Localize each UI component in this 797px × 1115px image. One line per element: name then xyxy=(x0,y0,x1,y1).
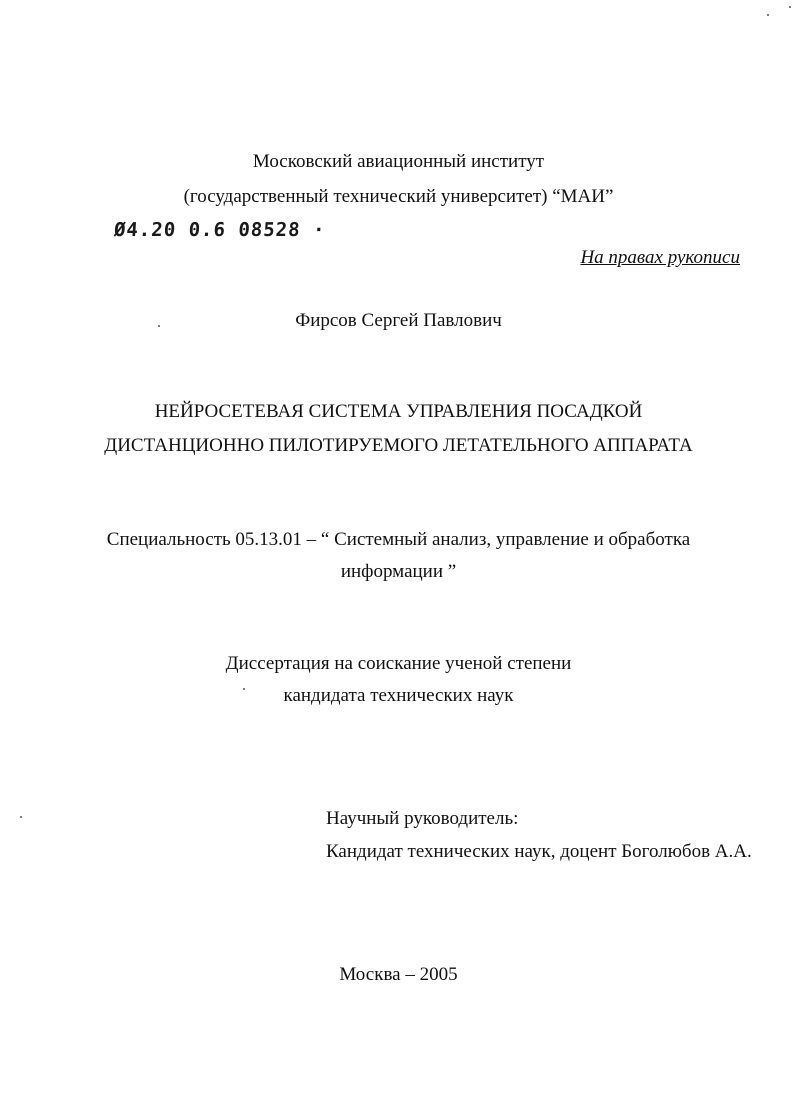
scan-speck xyxy=(789,6,791,8)
thesis-title-line2: ДИСТАНЦИОННО ПИЛОТИРУЕМОГО ЛЕТАТЕЛЬНОГО АППАРАТА xyxy=(104,435,693,456)
institution-subtitle: (государственный технический университет) “МАИ” xyxy=(183,186,614,207)
registration-stamp: Ø4.20 0.6 08528 · xyxy=(113,219,327,241)
scan-speck xyxy=(767,14,769,16)
supervisor-label: Научный руководитель: xyxy=(326,808,519,829)
degree-line2: кандидата технических наук xyxy=(283,685,514,706)
manuscript-note: На правах рукописи xyxy=(580,247,740,268)
place-year: Москва – 2005 xyxy=(339,964,458,985)
specialty-line1: Специальность 05.13.01 – “ Системный анализ, управление и обработка xyxy=(106,529,691,550)
institution-name: Московский авиационный институт xyxy=(252,151,545,172)
thesis-title-line1: НЕЙРОСЕТЕВАЯ СИСТЕМА УПРАВЛЕНИЯ ПОСАДКОЙ xyxy=(154,401,643,422)
supervisor-name: Кандидат технических наук, доцент Боголюбов А.А. xyxy=(326,841,752,862)
degree-line1: Диссертация на соискание ученой степени xyxy=(225,653,572,674)
scan-speck xyxy=(20,816,22,818)
specialty-line2: информации ” xyxy=(340,561,457,582)
author-name: Фирсов Сергей Павлович xyxy=(295,310,502,331)
